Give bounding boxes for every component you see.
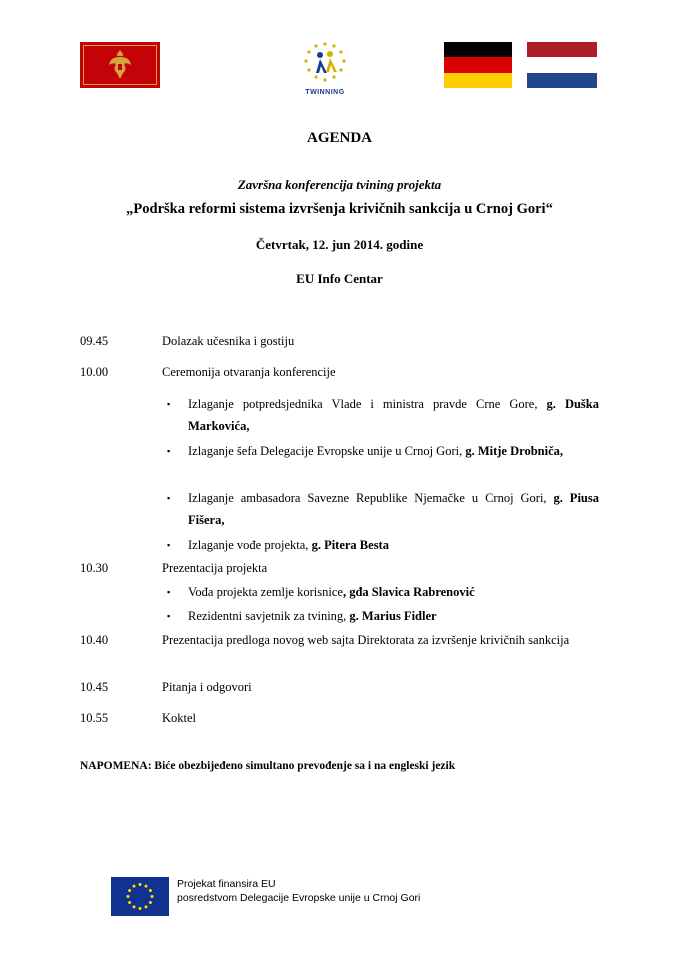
bullet-person: g. Duška Markovića, bbox=[188, 397, 600, 433]
bullet-icon: ▪ bbox=[167, 446, 171, 456]
bullet-icon: ▪ bbox=[167, 493, 171, 503]
funding-line-2: posredstvom Delegacije Evropske unije u Crnoj Gori bbox=[177, 892, 421, 904]
bullet-icon: ▪ bbox=[167, 587, 171, 597]
bullet-icon: ▪ bbox=[167, 540, 171, 550]
agenda-time: 10.55 bbox=[80, 711, 109, 725]
twinning-label: TWINNING bbox=[305, 89, 345, 96]
montenegro-eagle-icon bbox=[108, 49, 132, 81]
bullet-text: Rezidentni savjetnik za tvining, bbox=[188, 609, 350, 623]
bullet-person: g. Mitje Drobniča, bbox=[465, 444, 563, 458]
page-title: AGENDA bbox=[306, 130, 372, 146]
bullet-text: Izlaganje ambasadora Savezne Republike Njemačke u Crnoj Gori, bbox=[188, 491, 554, 505]
twinning-stars-icon bbox=[296, 40, 354, 88]
project-name: „Podrška reformi sistema izvršenja krivičnih sankcija u Crnoj Gori“ bbox=[126, 201, 553, 217]
funding-line-1: Projekat finansira EU bbox=[177, 878, 276, 890]
agenda-time: 09.45 bbox=[80, 334, 109, 348]
bullet-text: Izlaganje vođe projekta, bbox=[188, 538, 312, 552]
netherlands-flag bbox=[527, 42, 597, 88]
funding-note bbox=[177, 877, 420, 905]
agenda-time: 10.30 bbox=[80, 561, 109, 575]
agenda-desc: Koktel bbox=[162, 711, 197, 725]
agenda-desc: Prezentacija predloga novog web sajta Direktorata za izvršenje krivičnih sankcija bbox=[162, 633, 570, 647]
twinning-logo bbox=[296, 40, 354, 96]
bullet-text: Izlaganje potpredsjednika Vlade i ministra pravde Crne Gore, bbox=[188, 397, 547, 411]
subtitle: Završna konferencija tvining projekta bbox=[237, 177, 442, 192]
agenda-desc: Dolazak učesnika i gostiju bbox=[162, 334, 295, 348]
bullet-icon: ▪ bbox=[167, 611, 171, 621]
germany-flag bbox=[444, 42, 512, 88]
bullet-person: g. Marius Fidler bbox=[349, 609, 437, 623]
agenda-time: 10.00 bbox=[80, 365, 109, 379]
eu-stars-icon bbox=[111, 877, 169, 916]
bullet-text: Izlaganje šefa Delegacije Evropske unije u Crnoj Gori, bbox=[188, 444, 466, 458]
bullet-person: g. Piusa Fišera, bbox=[188, 491, 599, 527]
bullet-text: Vođa projekta zemlje korisnice bbox=[188, 585, 343, 599]
agenda-time: 10.45 bbox=[80, 680, 109, 694]
eu-flag bbox=[111, 877, 169, 916]
agenda-desc: Ceremonija otvaranja konferencije bbox=[162, 365, 336, 379]
agenda-time: 10.40 bbox=[80, 633, 109, 647]
bullet-person: g. Pitera Besta bbox=[311, 538, 389, 552]
agenda-desc: Pitanja i odgovori bbox=[162, 680, 252, 694]
event-venue: EU Info Centar bbox=[296, 271, 383, 286]
agenda-desc: Prezentacija projekta bbox=[162, 561, 268, 575]
bullet-person: , gđa Slavica Rabrenović bbox=[342, 585, 475, 599]
montenegro-flag bbox=[80, 42, 160, 88]
note: NAPOMENA: Biće obezbijeđeno simultano prevođenje sa i na engleski jezik bbox=[80, 760, 456, 772]
event-date: Četvrtak, 12. jun 2014. godine bbox=[255, 237, 424, 252]
bullet-icon: ▪ bbox=[167, 399, 171, 409]
